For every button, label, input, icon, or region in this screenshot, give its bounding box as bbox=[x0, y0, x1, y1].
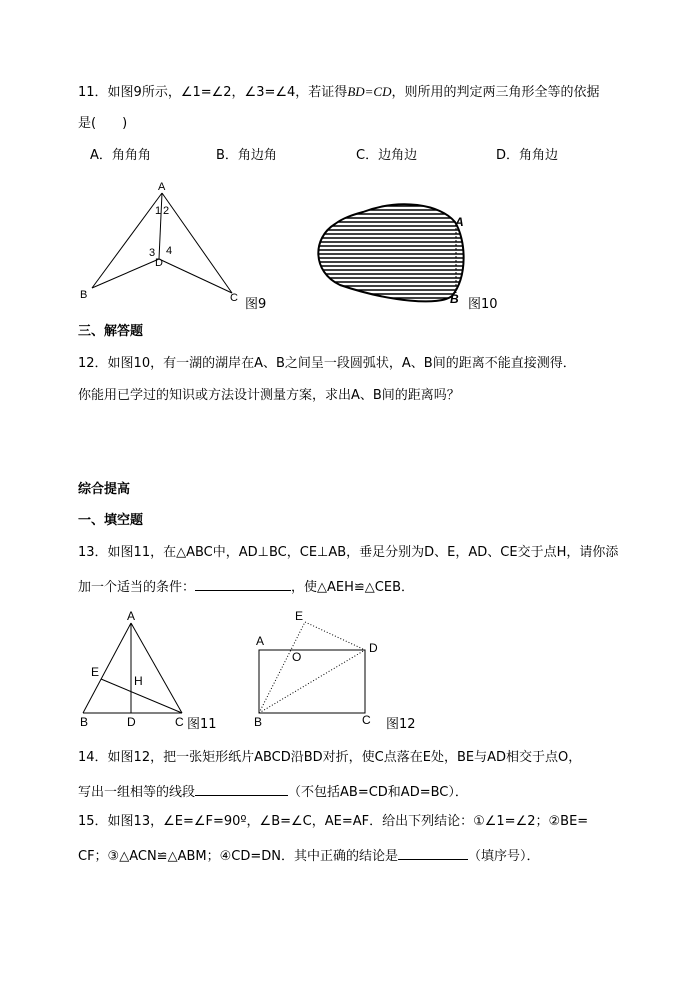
fig12-label-b: B bbox=[254, 715, 263, 729]
fig12-caption: 图12 bbox=[386, 717, 416, 732]
fig12-line-bd bbox=[259, 650, 365, 713]
fig12-label-d: D bbox=[369, 641, 378, 655]
fig12-label-c: C bbox=[362, 713, 371, 727]
fig11-label-e: E bbox=[91, 665, 100, 679]
fig11-label-a: A bbox=[127, 609, 136, 623]
fig11-label-d: D bbox=[127, 715, 136, 729]
q14-answer-blank[interactable] bbox=[195, 783, 288, 796]
part2-heading: 综合提高 bbox=[78, 482, 131, 497]
fig9-label-d: D bbox=[155, 257, 163, 269]
q11-option-a: A．角角角 bbox=[90, 148, 151, 163]
fig11-label-h: H bbox=[134, 674, 143, 688]
fig11-caption: 图11 bbox=[187, 717, 217, 732]
q11-bd-cd: BD=CD bbox=[347, 84, 392, 99]
fig12-label-a: A bbox=[256, 634, 265, 648]
q11-line2: 是( ) bbox=[78, 116, 128, 131]
fig10-label-b: B bbox=[450, 292, 459, 306]
q13-line2-b: ，使△AEH≌△CEB． bbox=[291, 580, 414, 595]
q14-line1: 14．如图12，把一张矩形纸片ABCD沿BD对折，使C点落在E处，BE与AD相交于点O， bbox=[78, 750, 582, 765]
fig11-label-b: B bbox=[80, 715, 89, 729]
q12-line1: 12．如图10，有一湖的湖岸在A、B之间呈一段圆弧状，A、B间的距离不能直接测得． bbox=[78, 356, 576, 371]
q11-number: 11． bbox=[78, 85, 108, 100]
fig9-label-a: A bbox=[158, 181, 166, 193]
fig12-label-o: O bbox=[292, 650, 302, 664]
fig10-label-a: A bbox=[455, 215, 464, 229]
fig9-caption: 图9 bbox=[245, 297, 267, 312]
fig12-label-e: E bbox=[295, 609, 304, 623]
fig9-label-4: 4 bbox=[166, 245, 173, 257]
q15-answer-blank[interactable] bbox=[398, 847, 468, 860]
fig9-label-3: 3 bbox=[149, 247, 156, 259]
q15-line1: 15．如图13，∠E=∠F=90º，∠B=∠C，AE=AF．给出下列结论：①∠1=∠2；②BE= bbox=[78, 814, 589, 829]
q11-text-a: 如图9所示，∠1=∠2，∠3=∠4，若证得 bbox=[107, 85, 348, 100]
fig9-label-2: 2 bbox=[163, 205, 170, 217]
fig9-label-c: C bbox=[230, 292, 238, 304]
q11-option-c: C．边角边 bbox=[356, 148, 418, 163]
q15-line2 bbox=[78, 847, 539, 863]
q14-line2-a: 写出一组相等的线段 bbox=[78, 785, 196, 800]
fig12-line-be bbox=[259, 622, 305, 713]
q15-line2-b: （填序号）． bbox=[467, 849, 540, 864]
fig11-label-c: C bbox=[175, 715, 184, 729]
part2-section1-heading: 一、填空题 bbox=[78, 513, 144, 528]
q12-line2: 你能用已学过的知识或方法设计测量方案，求出A、B间的距离吗？ bbox=[78, 388, 460, 403]
fig12-line-ed bbox=[305, 622, 365, 650]
q13-line2-a: 加一个适当的条件： bbox=[78, 580, 196, 595]
q11-option-d: D．角角边 bbox=[496, 148, 559, 163]
q15-line2-a: CF；③△ACN≌△ABM；④CD=DN．其中正确的结论是 bbox=[78, 849, 398, 864]
q11-option-b: B．角边角 bbox=[216, 148, 277, 163]
q14-line2-b: （不包括AB=CD和AD=BC）． bbox=[288, 785, 468, 800]
section-3-heading: 三、解答题 bbox=[78, 324, 144, 339]
fig9-label-1: 1 bbox=[155, 205, 162, 217]
fig9-label-b: B bbox=[80, 289, 88, 301]
fig10-caption: 图10 bbox=[468, 297, 498, 312]
q14-line2 bbox=[78, 783, 468, 799]
q13-line1: 13．如图11，在△ABC中，AD⊥BC，CE⊥AB，垂足分别为D、E，AD、CE交于点H，请你添 bbox=[78, 545, 619, 560]
q11-text-b: ，则所用的判定两三角形全等的依据 bbox=[391, 85, 600, 100]
